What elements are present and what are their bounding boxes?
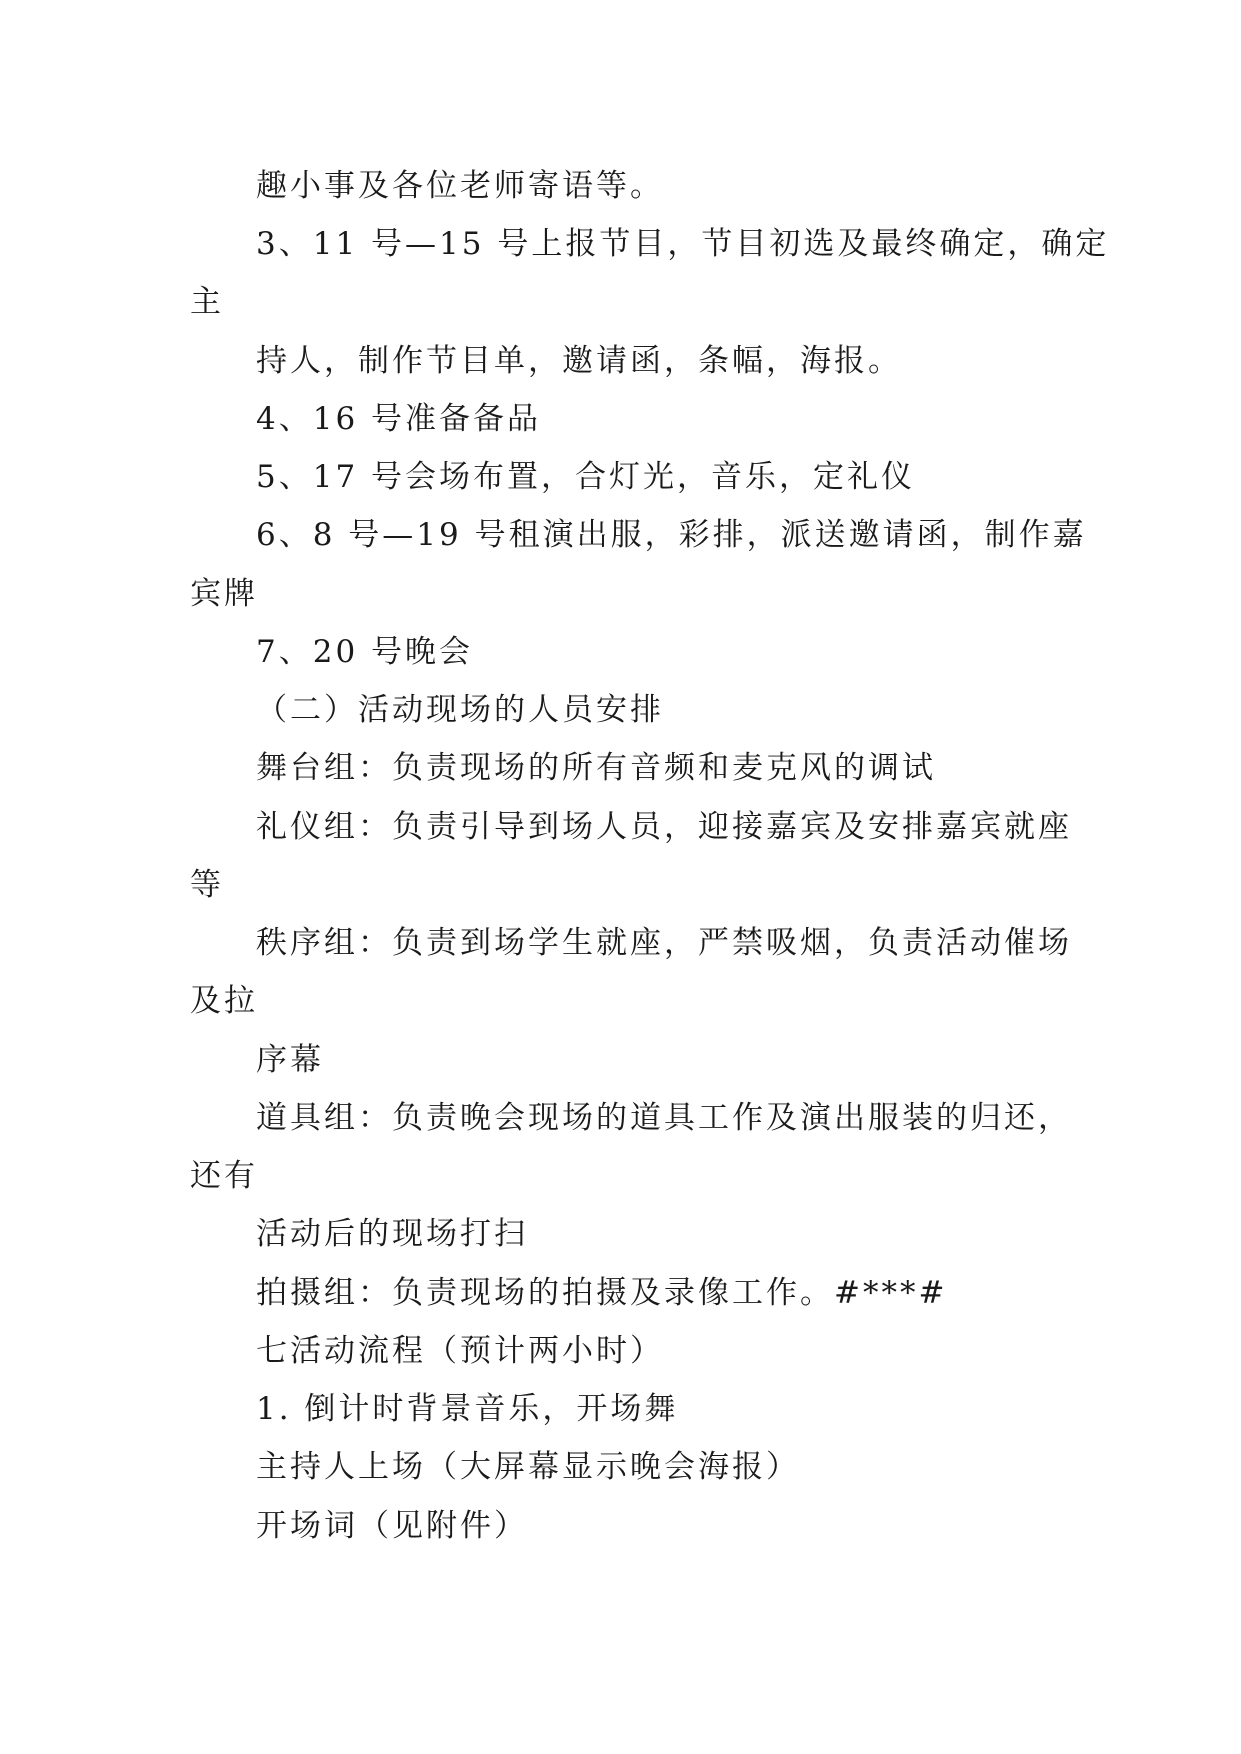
- text-line: 等: [190, 867, 224, 903]
- text-line: 3、11 号—15 号上报节目，节目初选及最终确定，确定: [256, 226, 1110, 262]
- text-line: 7、20 号晚会: [256, 634, 474, 670]
- text-line: 舞台组：负责现场的所有音频和麦克风的调试: [256, 750, 936, 786]
- text-line: 6、8 号—19 号租演出服，彩排，派送邀请函，制作嘉: [256, 517, 1087, 553]
- text-line: 主: [190, 284, 224, 320]
- text-line: 持人，制作节目单，邀请函，条幅，海报。: [256, 343, 902, 379]
- text-line: 主持人上场（大屏幕显示晚会海报）: [256, 1449, 800, 1485]
- section-heading: 七活动流程（预计两小时）: [256, 1333, 664, 1369]
- text-line: 活动后的现场打扫: [256, 1216, 528, 1252]
- text-line: 开场词（见附件）: [256, 1508, 528, 1544]
- text-line: 秩序组：负责到场学生就座，严禁吸烟，负责活动催场: [256, 925, 1072, 961]
- text-line: 4、16 号准备备品: [256, 401, 542, 437]
- text-line: 宾牌: [190, 576, 258, 612]
- text-line: 1. 倒计时背景音乐，开场舞: [256, 1391, 679, 1427]
- text-line: 趣小事及各位老师寄语等。: [256, 168, 664, 204]
- section-heading: （二）活动现场的人员安排: [256, 692, 664, 728]
- text-line: 序幕: [256, 1042, 324, 1078]
- text-line: 还有: [190, 1158, 258, 1194]
- text-line: 5、17 号会场布置，合灯光，音乐，定礼仪: [256, 459, 916, 495]
- text-line: 拍摄组：负责现场的拍摄及录像工作。#***#: [256, 1275, 948, 1311]
- text-line: 及拉: [190, 983, 258, 1019]
- text-line: 礼仪组：负责引导到场人员，迎接嘉宾及安排嘉宾就座: [256, 809, 1072, 845]
- text-line: 道具组：负责晚会现场的道具工作及演出服装的归还，: [256, 1100, 1072, 1136]
